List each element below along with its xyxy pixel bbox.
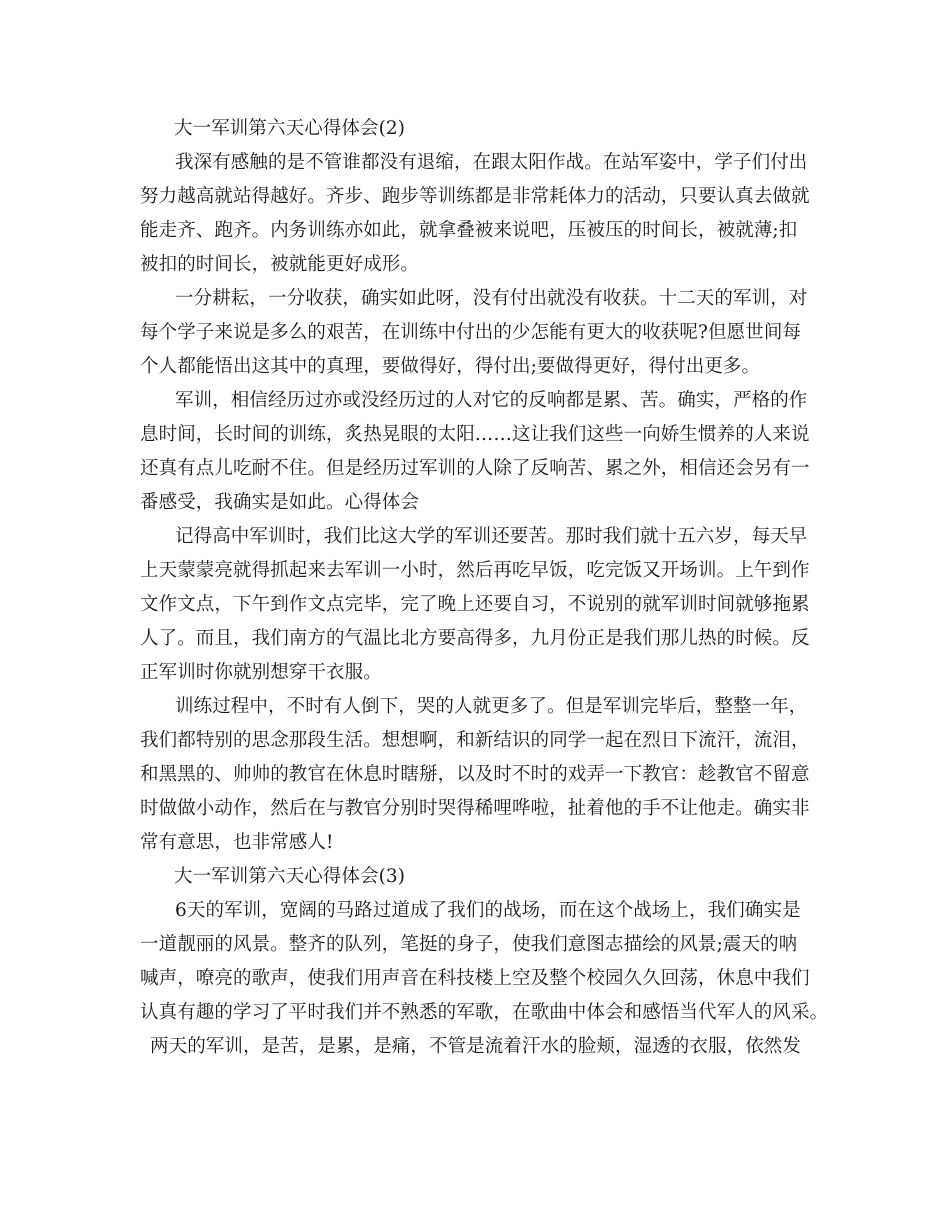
paragraph-line: 我深有感触的是不管谁都没有退缩，在跟太阳作战。在站军姿中，学子们付出 <box>175 152 808 173</box>
paragraph-line: 两天的军训，是苦，是累，是痛，不管是流着汗水的脸颊，湿透的衣服，依然发 <box>150 1036 802 1057</box>
paragraph-line: 记得高中军训时，我们比这大学的军训还要苦。那时我们就十五六岁，每天早 <box>175 526 808 547</box>
paragraph-line: 番感受，我确实是如此。心得体会 <box>140 492 420 513</box>
paragraph-line: 认真有趣的学习了平时我们并不熟悉的军歌，在歌曲中体会和感悟当代军人的风采。 <box>140 1002 829 1023</box>
heading-2: 大一军训第六天心得体会(2) <box>174 118 406 139</box>
paragraph-line: 文作文点，下午到作文点完毕，完了晚上还要自习，不说别的就军训时间就够拖累 <box>140 594 810 615</box>
paragraph-line: 努力越高就站得越好。齐步、跑步等训练都是非常耗体力的活动，只要认真去做就 <box>140 186 810 207</box>
paragraph-line: 和黑黑的、帅帅的教官在休息时瞎掰，以及时不时的戏弄一下教官：趁教官不留意 <box>140 764 810 785</box>
paragraph-line: 能走齐、跑齐。内务训练亦如此，就拿叠被来说吧，压被压的时间长，被就薄;扣 <box>140 220 798 241</box>
heading-3: 大一军训第六天心得体会(3) <box>174 866 406 887</box>
paragraph-line: 个人都能悟出这其中的真理，要做得好，得付出;要做得更好，得付出更多。 <box>140 356 761 377</box>
paragraph-line: 军训，相信经历过亦或没经历过的人对它的反响都是累、苦。确实，严格的作 <box>175 390 808 411</box>
paragraph-line: 息时间，长时间的训练，炙热晃眼的太阳……这让我们这些一向娇生惯养的人来说 <box>140 424 810 445</box>
paragraph-line: 我们都特别的思念那段生活。想想啊，和新结识的同学一起在烈日下流汗，流泪， <box>140 730 810 751</box>
paragraph-line: 常有意思，也非常感人! <box>140 832 334 853</box>
paragraph-line: 时做做小动作，然后在与教官分别时哭得稀哩哗啦，扯着他的手不让他走。确实非 <box>140 798 810 819</box>
paragraph-line: 被扣的时间长，被就能更好成形。 <box>140 254 420 275</box>
paragraph-line: 喊声，嘹亮的歌声，使我们用声音在科技楼上空及整个校园久久回荡，休息中我们 <box>140 968 810 989</box>
paragraph-line: 正军训时你就别想穿干衣服。 <box>140 662 382 683</box>
paragraph-line: 还真有点儿吃耐不住。但是经历过军训的人除了反响苦、累之外，相信还会另有一 <box>140 458 810 479</box>
paragraph-line: 上天蒙蒙亮就得抓起来去军训一小时，然后再吃早饭，吃完饭又开场训。上午到作 <box>140 560 810 581</box>
paragraph-line: 每个学子来说是多么的艰苦，在训练中付出的少怎能有更大的收获呢?但愿世间每 <box>140 322 802 343</box>
paragraph-line: 训练过程中，不时有人倒下，哭的人就更多了。但是军训完毕后，整整一年， <box>175 696 808 717</box>
paragraph-line: 6天的军训，宽阔的马路过道成了我们的战场，而在这个战场上，我们确实是 <box>175 900 801 921</box>
paragraph-line: 人了。而且，我们南方的气温比北方要高得多，九月份正是我们那儿热的时候。反 <box>140 628 810 649</box>
paragraph-line: 一分耕耘，一分收获，确实如此呀，没有付出就没有收获。十二天的军训，对 <box>175 288 808 309</box>
paragraph-line: 一道靓丽的风景。整齐的队列，笔挺的身子，使我们意图志描绘的风景;震天的呐 <box>140 934 798 955</box>
